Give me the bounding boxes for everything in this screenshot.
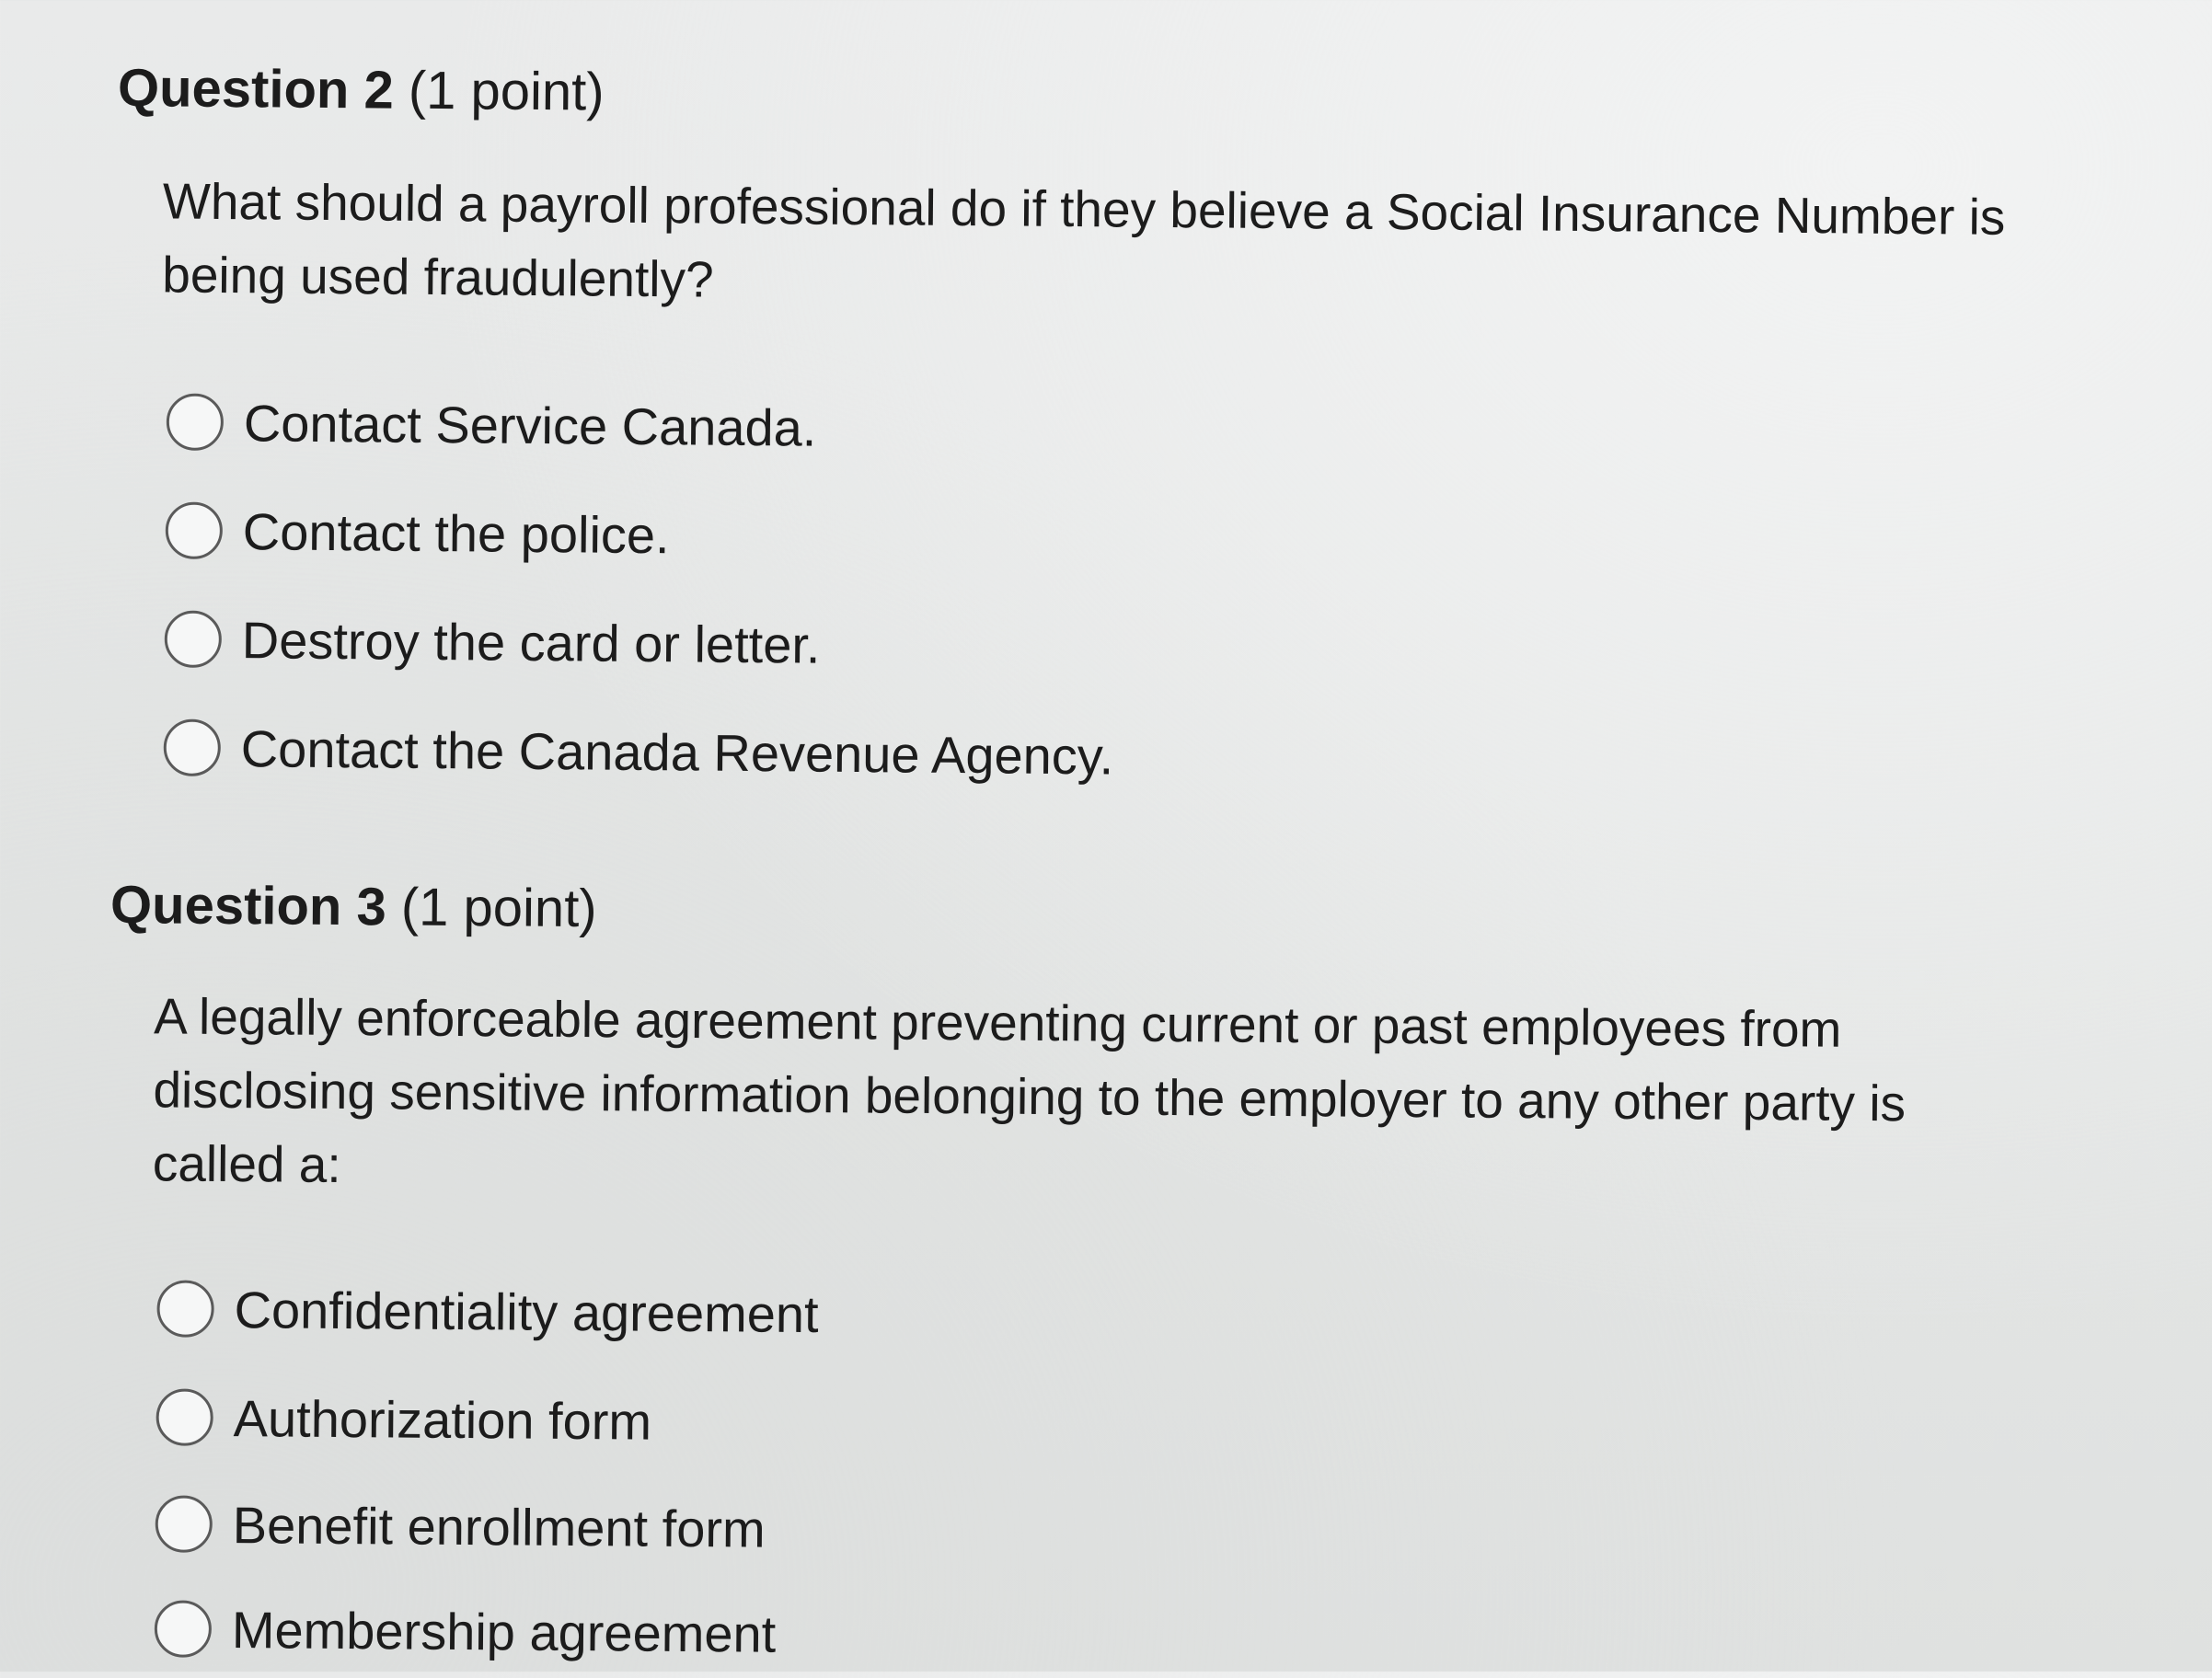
question-number: Question 3 xyxy=(109,875,387,937)
answer-option-label: Confidentiality agreement xyxy=(234,1280,819,1343)
answer-option[interactable] xyxy=(167,388,817,460)
radio-button[interactable] xyxy=(166,501,224,559)
answer-option-label: Contact the police. xyxy=(242,501,670,564)
answer-option[interactable] xyxy=(165,605,821,677)
radio-button[interactable] xyxy=(156,1388,213,1445)
question-text-line: What should a payroll professional do if they believe a Social Insurance Number is xyxy=(162,172,2006,246)
question-text-line: called a: xyxy=(152,1134,341,1193)
question-heading xyxy=(110,874,597,939)
radio-button[interactable] xyxy=(156,1280,213,1337)
question-2 xyxy=(1,0,2212,785)
question-text xyxy=(153,979,1907,1213)
question-text xyxy=(162,164,2006,327)
question-points: (1 point) xyxy=(408,60,605,122)
answer-option-label: Benefit enrollment form xyxy=(232,1495,766,1558)
answer-option[interactable] xyxy=(163,714,1113,788)
question-points: (1 point) xyxy=(400,877,597,939)
answer-option-label: Authorization form xyxy=(233,1388,652,1451)
radio-button[interactable] xyxy=(164,718,222,776)
answer-option[interactable] xyxy=(166,497,670,568)
answer-option[interactable] xyxy=(155,1490,765,1561)
question-number: Question 2 xyxy=(117,57,395,121)
answer-option-label: Contact the Canada Revenue Agency. xyxy=(240,718,1114,785)
question-text-line: disclosing sensitive information belonging to the employer to any other party is xyxy=(153,1061,1907,1132)
radio-button[interactable] xyxy=(156,1495,213,1552)
answer-option[interactable] xyxy=(156,1275,819,1347)
answer-option-label: Destroy the card or letter. xyxy=(241,610,821,674)
radio-button[interactable] xyxy=(167,393,225,451)
answer-option[interactable] xyxy=(155,1595,777,1666)
radio-button[interactable] xyxy=(155,1600,212,1657)
question-text-line: A legally enforceable agreement preventing current or past employees from xyxy=(153,987,1842,1058)
answer-option-label: Contact Service Canada. xyxy=(243,393,817,457)
radio-button[interactable] xyxy=(165,610,223,668)
question-heading xyxy=(118,57,605,123)
answer-option-label: Membership agreement xyxy=(231,1600,777,1663)
answer-option[interactable] xyxy=(156,1384,651,1454)
question-text-line: being used fraudulently? xyxy=(161,246,714,308)
